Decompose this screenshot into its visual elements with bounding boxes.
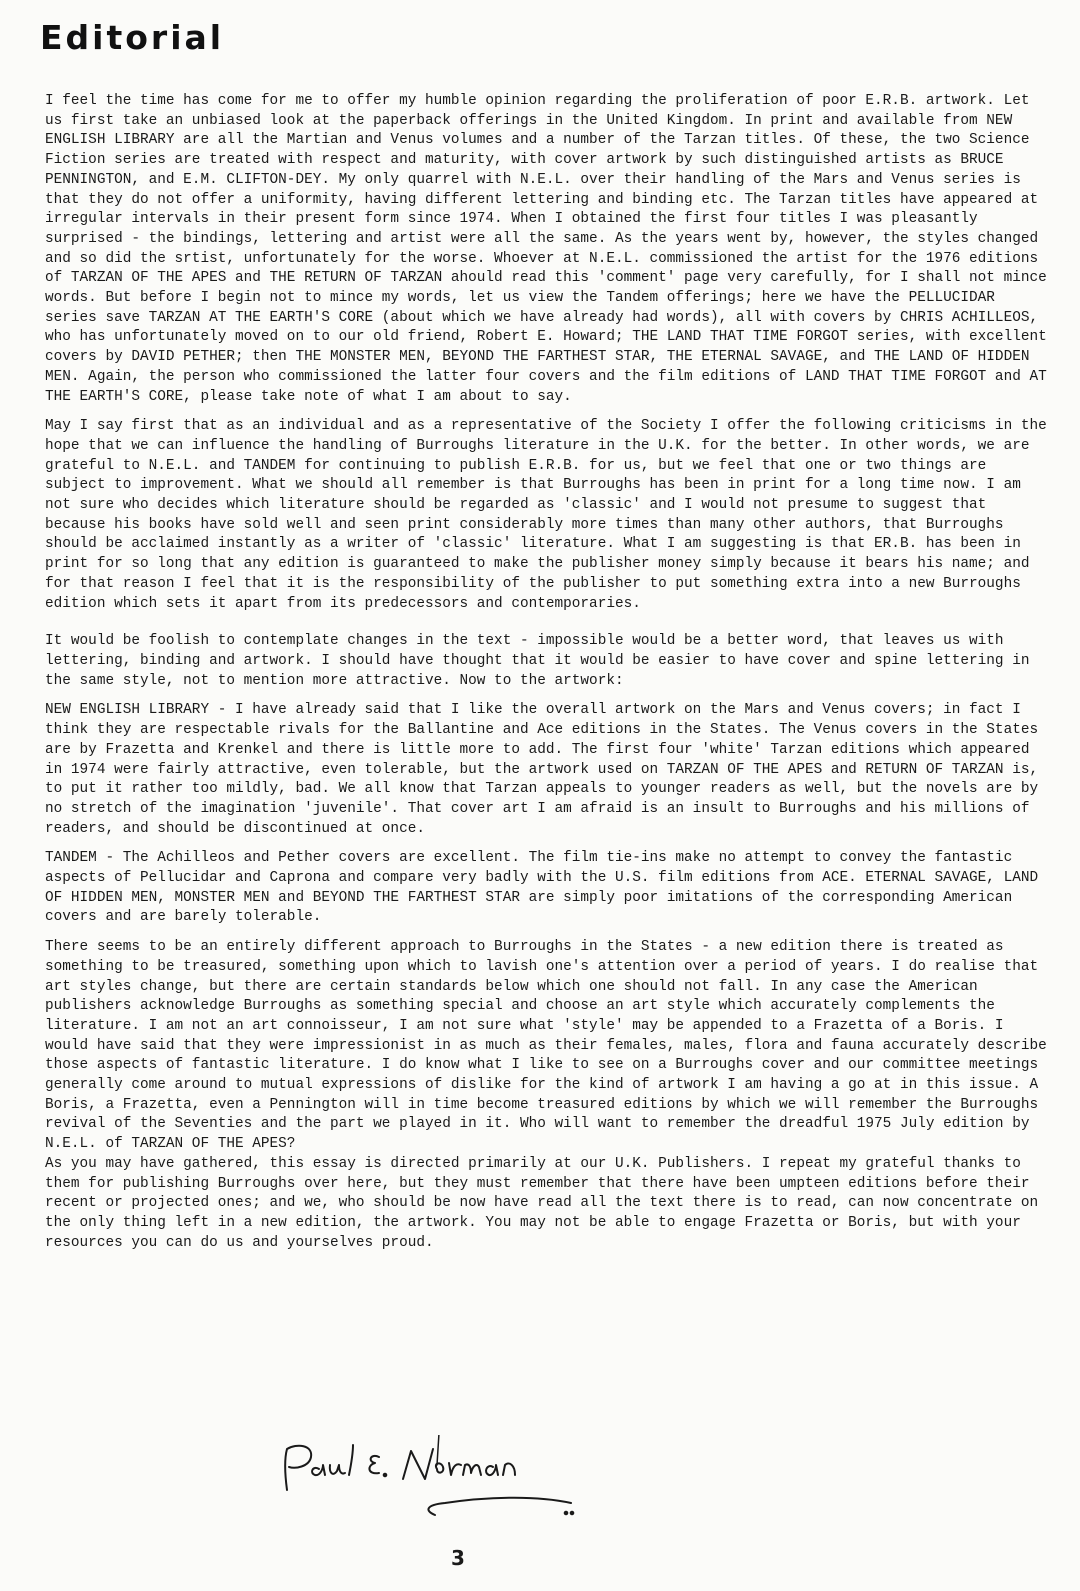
page-number: 3 [451,1546,465,1570]
paragraph: I feel the time has come for me to offer my humble opinion regarding the proliferation of poor E.R.B. artwork. Let us first take an unbiased look at the paperback offerings in the United Kingdom. In print and available from NEW ENGLISH LIBRARY are all the Martian and Venus volumes and a number of the Tarzan titles. Of these, the two Science Fiction series are treated with respect and maturity, with cover artwork by such distinguished artists as BRUCE PENNINGTON, and E.M. CLIFTON-DEY. My only quarrel with N.E.L. over their handling of the Mars and Venus series is that they do not offer a uniformity, having different lettering and binding etc. The Tarzan titles have appeared at irregular intervals in their present form since 1974. When I obtained the first four titles I was pleasantly surprised - the bindings, lettering and artist were all the same. As the years went by, however, the styles changed and so did the srtist, unfortunately for the worse. Whoever at N.E.L. commissioned the artist for the 1976 editions of TARZAN OF THE APES and THE RETURN OF TARZAN ahould read this 'comment' page very carefully, for I shall not mince words. But before I begin not to mince my words, let us view the Tandem offerings; here we have the PELLUCIDAR series save TARZAN AT THE EARTH'S CORE (about which we have already had words), all with covers by CHRIS ACHILLEOS, who has unfortunately moved on to our old friend, Robert E. Howard; THE LAND THAT TIME FORGOT series, with excellent covers by DAVID PETHER; then THE MONSTER MEN, BEYOND THE FARTHEST STAR, THE ETERNAL SAVAGE, and THE LAND OF HIDDEN MEN. Again, the person who commissioned the latter four covers and the film editions of LAND THAT TIME FORGOT and AT THE EARTH'S CORE, please take note of what I am about to say. [45,93,1047,405]
paragraph: NEW ENGLISH LIBRARY - I have already said that I like the overall artwork on the Mars and Venus covers; in fact I think they are respectable rivals for the Ballantine and Ace editions in the States. The Venus covers in the States are by Frazetta and Krenkel and there is little more to add. The first four 'white' Tarzan editions which appeared in 1974 were fairly attractive, even tolerable, but the artwork used on TARZAN OF THE APES and RETURN OF TARZAN is, to put it rather too mildly, bad. We all know that Tarzan appeals to younger readers as well, but the novels are by no stretch of the imagination 'juvenile'. That cover art I am afraid is an insult to Burroughs and his millions of readers, and should be discontinued at once. [45,702,1039,837]
paragraph: There seems to be an entirely different approach to Burroughs in the States - a new edition there is treated as something to be treasured, something upon which to lavish one's attention over a period of years. I do realise that art styles change, but there are certain standards below which one should not fall. In any case the American publishers acknowledge Burroughs as something special and choose an art style which accurately complements the literature. I am not an art connoisseur, I am not sure what 'style' may be appended to a Frazetta of a Boris. I would have said that they were impressionist in as much as their females, males, flora and fauna accurately describe those aspects of fantastic literature. I do know what I like to see on a Burroughs cover and our committee meetings generally come around to mutual expressions of dislike for the kind of artwork I am having a go at in this issue. A Boris, a Frazetta, even a Pennington will in time become treasured editions by which we will remember the Burroughs revival of the Seventies and the part we played in it. Who will want to remember the dreadful 1975 July edition by N.E.L. of TARZAN OF THE APES? [45,939,1047,1153]
handwritten-signature [275,1435,595,1525]
page-title: Editorial [40,18,225,57]
paragraph: May I say first that as an individual and as a representative of the Society I offer the following criticisms in the hope that we can influence the handling of Burroughs literature in the U.K. for the better. In other words, we are grateful to N.E.L. and TANDEM for continuing to publish E.R.B. for us, but we feel that one or two things are subject to improvement. What we should all remember is that Burroughs has been in print for a long time now. I am not sure who decides which literature should be regarded as 'classic' and I would not presume to suggest that because his books have sold well and seen print considerably more times than many other authors, that Burroughs should be acclaimed instantly as a writer of 'classic' literature. What I am suggesting is that ER.B. has been in print for so long that any edition is guaranteed to make the publisher money simply because it bears his name; and for that reason I feel that it is the responsibility of the publisher to put something extra into a new Burroughs edition which sets it apart from its predecessors and contemporaries. [45,418,1047,612]
paragraph: TANDEM - The Achilleos and Pether covers are excellent. The film tie-ins make no attempt to convey the fantastic aspects of Pellucidar and Caprona and compare very badly with the U.S. film editions from ACE. ETERNAL SAVAGE, LAND OF HIDDEN MEN, MONSTER MEN and BEYOND THE FARTHEST STAR are simply poor imitations of the corresponding American covers and are barely tolerable. [45,850,1039,926]
article-body [45,92,1055,1253]
paragraph: It would be foolish to contemplate changes in the text - impossible would be a better word, that leaves us with lettering, binding and artwork. I should have thought that it would be easier to have cover and spine lettering in the same style, not to mention more attractive. Now to the artwork: [45,633,1030,689]
paragraph: As you may have gathered, this essay is directed primarily at our U.K. Publishers. I repeat my grateful thanks to them for publishing Burroughs over here, but they must remember that there have been umpteen editions before their recent or projected ones; and we, who should be now have read all the text there is to read, can now concentrate on the only thing left in a new edition, the artwork. You may not be able to engage Frazetta or Boris, but with your resources you can do us and yourselves proud. [45,1155,1039,1251]
